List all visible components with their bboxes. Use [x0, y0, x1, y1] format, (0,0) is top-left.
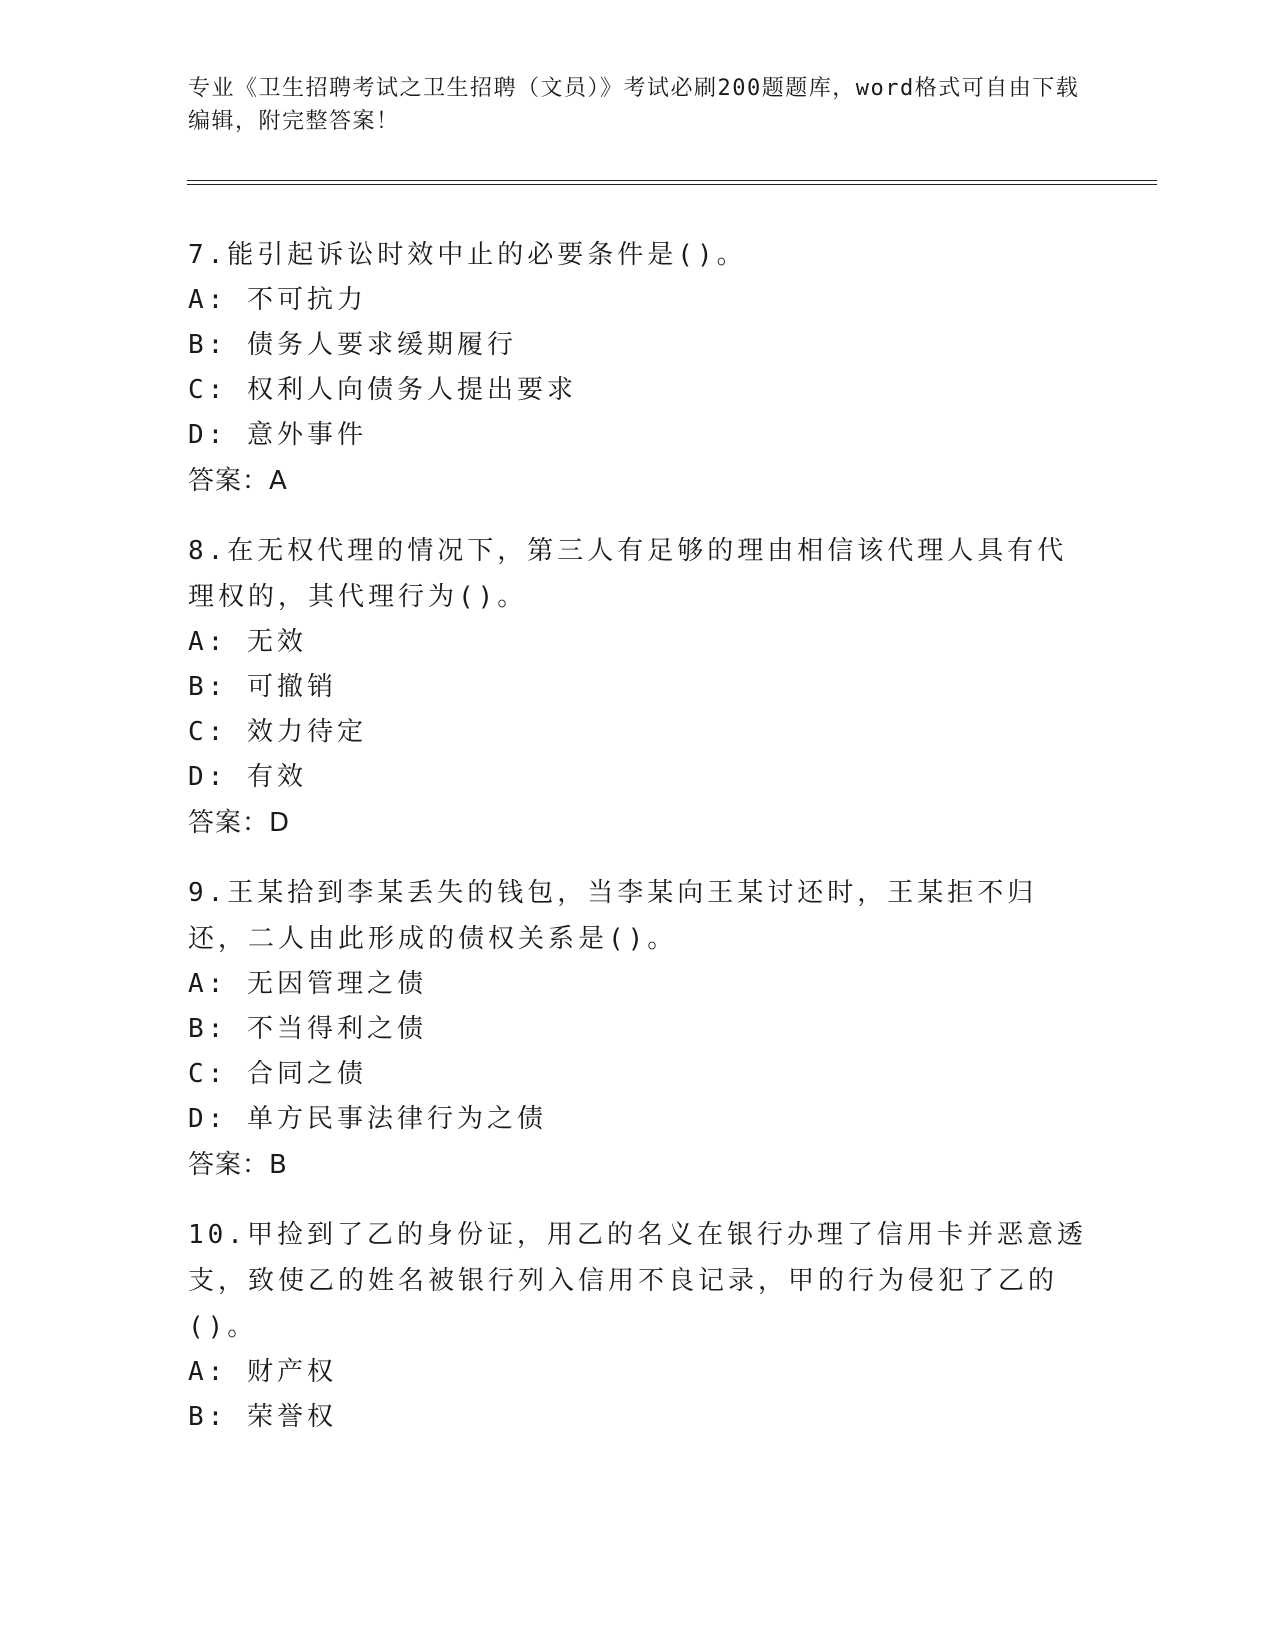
- option-a: A: 无效: [188, 627, 307, 657]
- option-a: A: 财产权: [188, 1357, 337, 1387]
- header-text: 专业《卫生招聘考试之卫生招聘（文员）》考试必刷200题题库，word格式可自由下载编辑，附完整答案！: [188, 76, 1080, 134]
- option-c: C: 效力待定: [188, 717, 367, 747]
- option-a: A: 无因管理之债: [188, 969, 427, 999]
- header-divider-bottom: [187, 184, 1157, 185]
- document-header: [188, 72, 1088, 138]
- option-b: B: 不当得利之债: [188, 1014, 427, 1044]
- question-stem: 10.甲捡到了乙的身份证，用乙的名义在银行办理了信用卡并恶意透支，致使乙的姓名被银行列入信用不良记录，甲的行为侵犯了乙的()。: [188, 1220, 1087, 1342]
- option-d: D: 单方民事法律行为之债: [188, 1104, 547, 1134]
- answer-line: 答案：D: [188, 808, 291, 838]
- option-b: B: 荣誉权: [188, 1402, 337, 1432]
- option-b: B: 债务人要求缓期履行: [188, 330, 517, 360]
- question-7: [188, 232, 1088, 504]
- option-c: C: 合同之债: [188, 1059, 367, 1089]
- option-d: D: 意外事件: [188, 420, 367, 450]
- answer-line: 答案：B: [188, 1150, 288, 1180]
- question-stem: 7.能引起诉讼时效中止的必要条件是()。: [188, 240, 747, 270]
- option-d: D: 有效: [188, 762, 307, 792]
- question-9: [188, 870, 1088, 1188]
- question-8: [188, 528, 1088, 846]
- question-stem: 8.在无权代理的情况下，第三人有足够的理由相信该代理人具有代理权的，其代理行为()。: [188, 536, 1068, 612]
- question-stem: 9.王某拾到李某丢失的钱包，当李某向王某讨还时，王某拒不归还，二人由此形成的债权关系是()。: [188, 878, 1038, 954]
- option-c: C: 权利人向债务人提出要求: [188, 375, 577, 405]
- header-divider-top: [187, 180, 1157, 181]
- option-a: A: 不可抗力: [188, 285, 367, 315]
- question-list: [188, 232, 1088, 1464]
- option-b: B: 可撤销: [188, 672, 337, 702]
- answer-line: 答案：A: [188, 466, 288, 496]
- question-10: [188, 1212, 1088, 1440]
